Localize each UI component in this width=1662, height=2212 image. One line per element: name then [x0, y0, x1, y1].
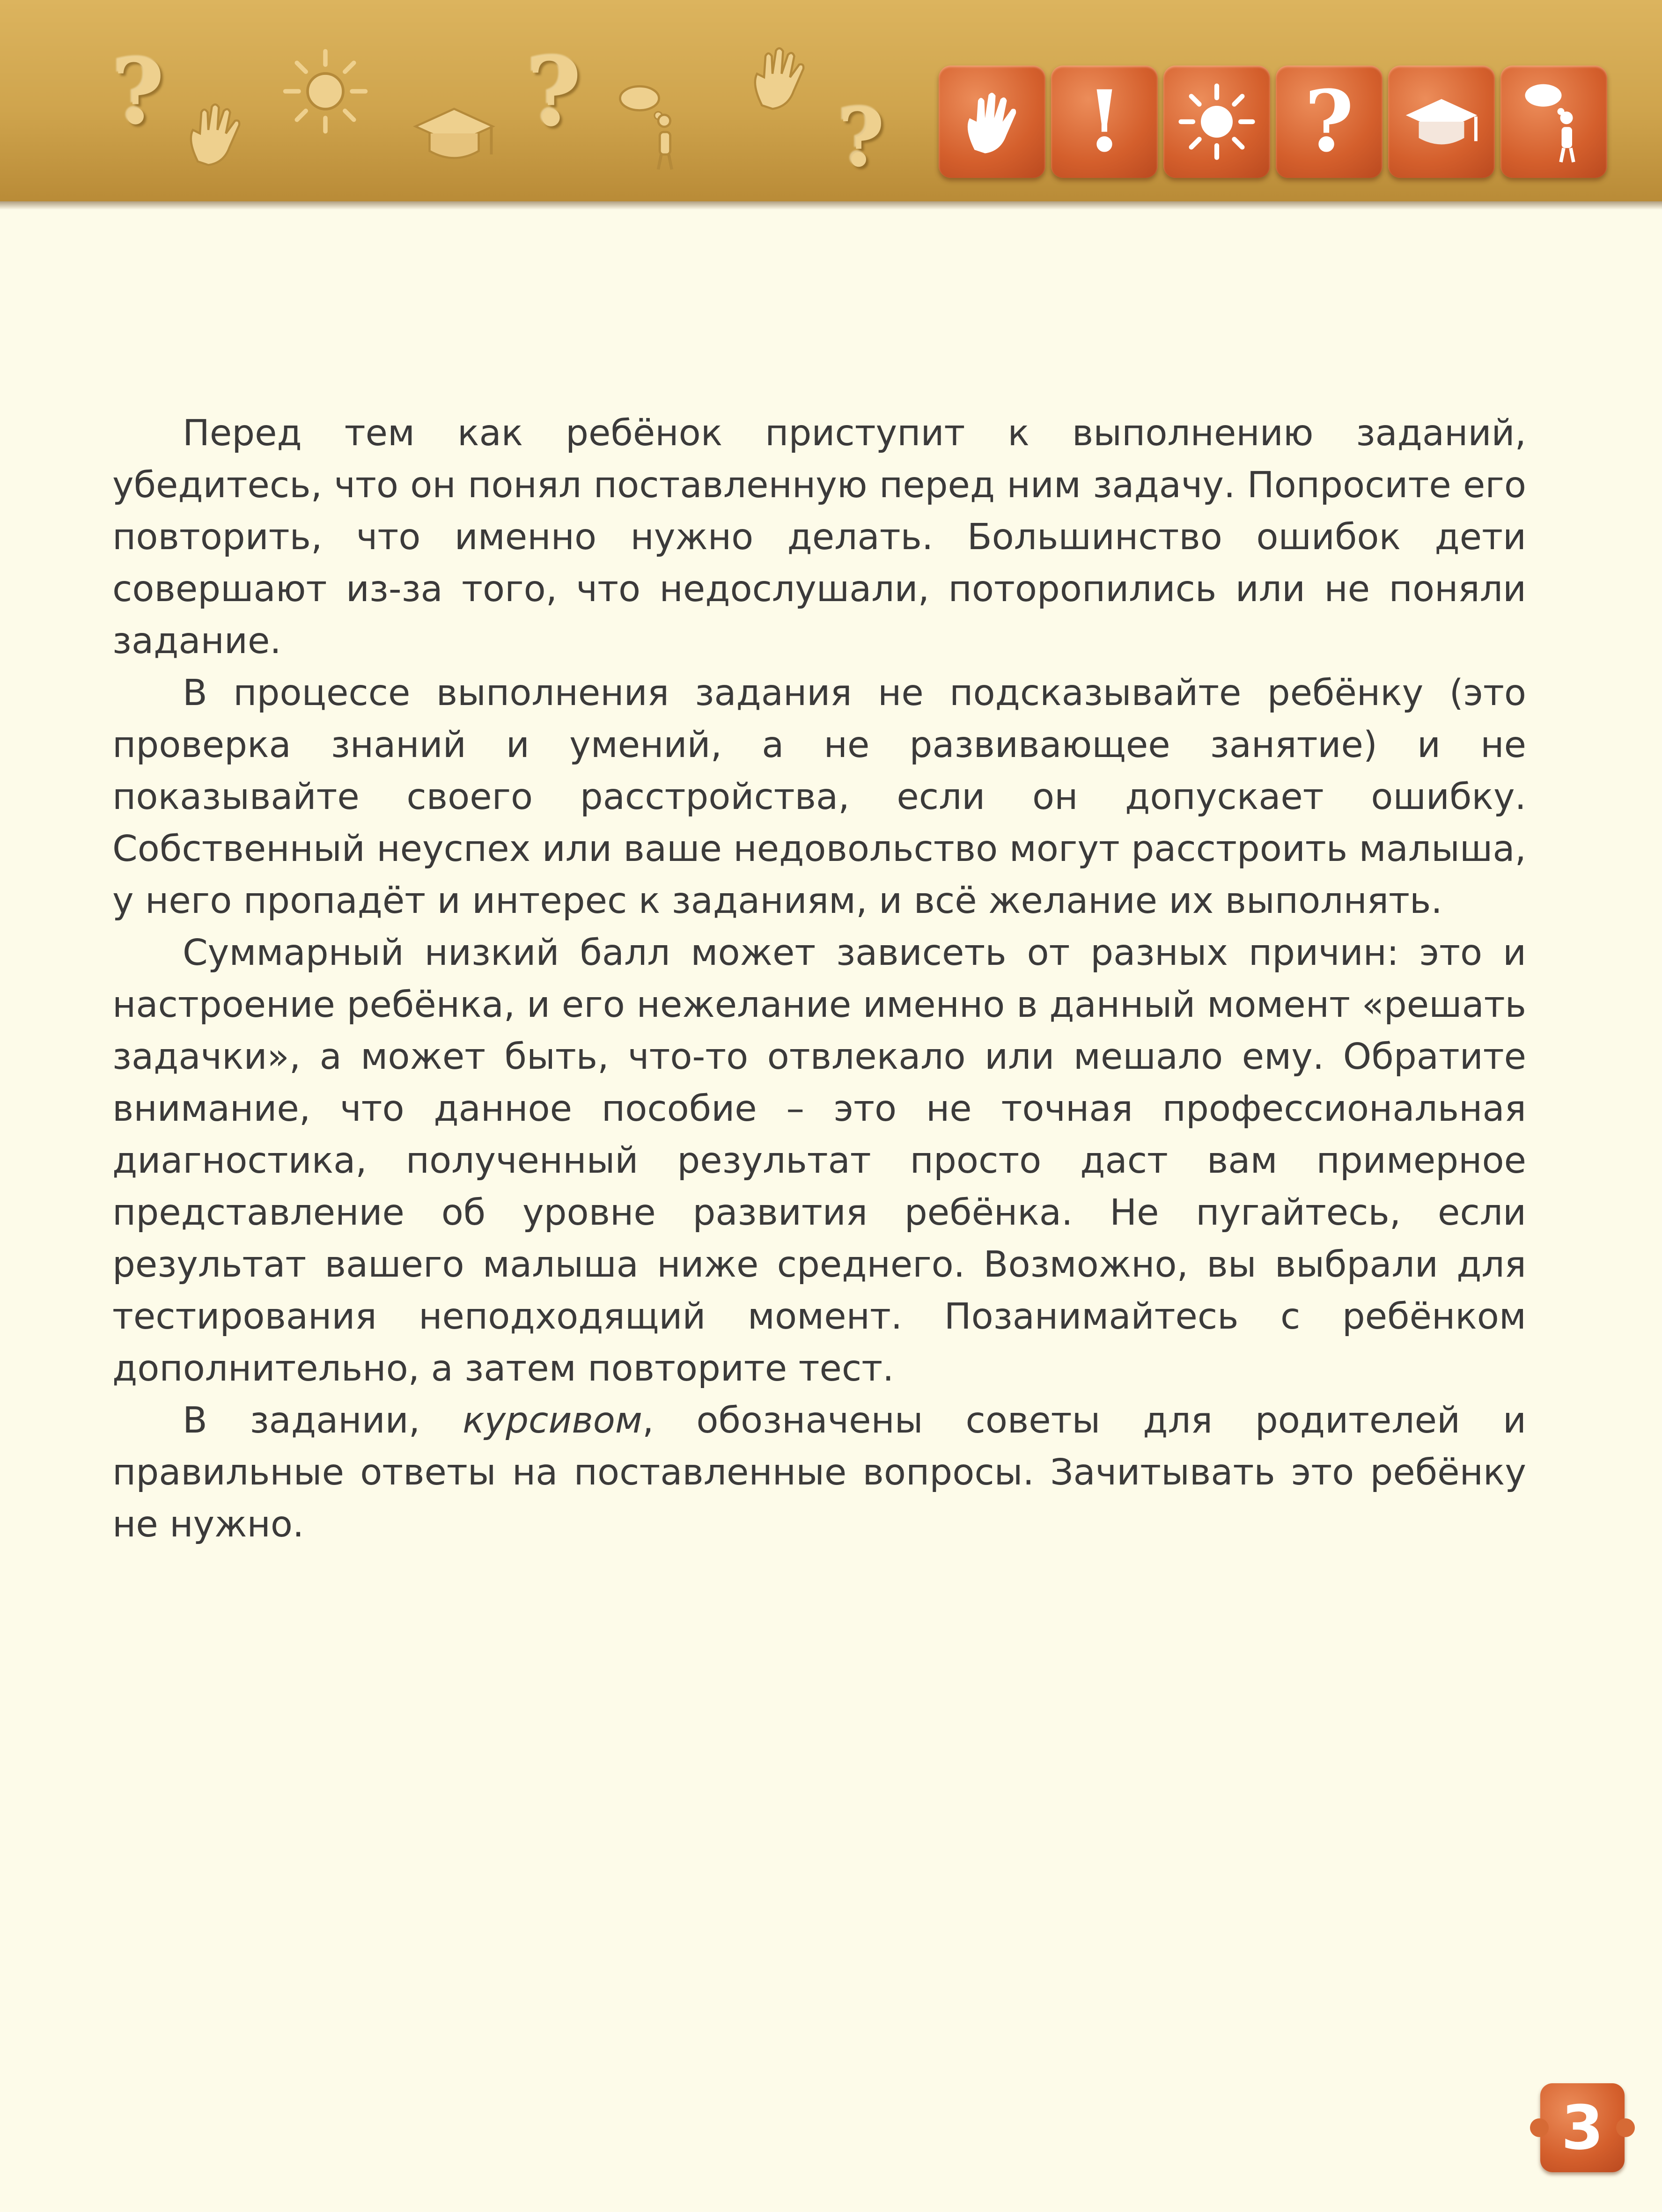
hand-icon [180, 98, 250, 169]
thought-bubble-child-icon [1500, 66, 1607, 178]
header-band [0, 0, 1662, 201]
header-shadow [0, 201, 1662, 210]
sun-icon [1163, 66, 1270, 178]
paragraph-4-end: , обозначены советы для родителей и правильные ответы на поставленные вопросы. Зачитывать это ребёнку не нужно. [112, 1400, 1526, 1545]
icon-tile-strip [939, 66, 1613, 178]
question-mark-icon: ? [527, 37, 582, 147]
paragraph-1: Перед тем как ребёнок приступит к выполнению заданий, убедитесь, что он понял поставленную перед ним задачу. Попросите его повторить, что именно нужно делать. Большинство ошибок дети совершают из-за того, что недослушали, поторопились или не поняли задание. [112, 412, 1526, 662]
graduation-cap-icon [407, 98, 501, 169]
body-text [112, 407, 1526, 1551]
sun-icon [281, 47, 370, 136]
page-number: 3 [1540, 2083, 1625, 2172]
exclamation-icon: ! [1051, 66, 1158, 178]
paragraph-4-start: В задании, [183, 1400, 463, 1441]
paragraph-4 [112, 1395, 1526, 1551]
hand-icon [744, 42, 815, 112]
question-mark-icon: ? [112, 40, 165, 144]
paragraph-2: В процессе выполнения задания не подсказывайте ребёнку (это проверка знаний и умений, а не развивающее занятие) и не показывайте своего расстройства, если он допускает ошибку. Собственный неуспех или ваше недовольство могут расстроить малыша, у него пропадёт и интерес к заданиям, и всё желание их выполнять. [112, 672, 1526, 922]
hand-icon [939, 66, 1045, 178]
thought-bubble-child-icon [613, 80, 688, 173]
paragraph-3: Суммарный низкий балл может зависеть от разных причин: это и настроение ребёнка, и его нежелание именно в данный момент «решать задачки», а может быть, что-то отвлекало или мешало ему. Обратите внимание, что данное пособие – это не точная профессиональная диагностика, полученный результат просто даст вам примерное представление об уровне развития ребёнка. Не пугайтесь, если результат вашего малыша ниже среднего. Возможно, вы выбрали для тестирования неподходящий момент. Позанимайтесь с ребёнком дополнительно, а затем повторите тест. [112, 932, 1526, 1389]
graduation-cap-icon [1388, 66, 1495, 178]
question-icon: ? [1276, 66, 1383, 178]
question-mark-icon: ? [838, 91, 885, 185]
paragraph-4-italic: курсивом [463, 1400, 643, 1441]
